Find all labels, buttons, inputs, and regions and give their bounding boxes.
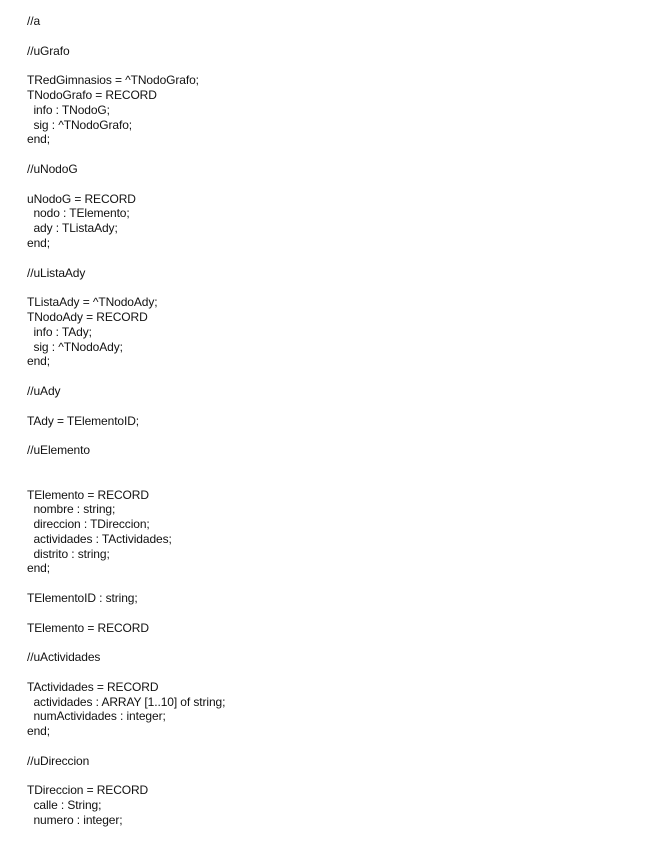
code-line: TDireccion = RECORD <box>27 783 149 798</box>
code-block <box>27 414 627 429</box>
code-line: direccion : TDireccion; <box>27 517 150 532</box>
code-line: TNodoGrafo = RECORD <box>27 87 157 102</box>
block-gap <box>27 147 627 162</box>
code-line: end; <box>27 561 50 576</box>
code-line: //a <box>27 14 41 28</box>
block-gap <box>27 458 627 473</box>
code-block <box>27 162 627 177</box>
document-page <box>27 14 627 828</box>
code-line: numActividades : integer; <box>27 709 166 724</box>
code-line: end; <box>27 724 50 739</box>
code-line: TElementoID : string; <box>27 591 138 606</box>
code-line: //uNodoG <box>27 161 78 176</box>
block-gap <box>27 251 627 266</box>
code-line: end; <box>27 235 50 250</box>
block-gap <box>27 177 627 192</box>
code-line: sig : ^TNodoGrafo; <box>27 117 133 132</box>
code-line: TListaAdy = ^TNodoAdy; <box>27 295 158 310</box>
code-line: //uListaAdy <box>27 265 86 280</box>
block-gap <box>27 576 627 591</box>
block-gap <box>27 606 627 621</box>
code-line: //uElemento <box>27 443 90 458</box>
code-line: TElemento = RECORD <box>27 487 149 502</box>
block-gap <box>27 428 627 443</box>
code-line: TElemento = RECORD <box>27 620 149 635</box>
code-line: uNodoG = RECORD <box>27 191 136 206</box>
block-gap <box>27 769 627 784</box>
block-gap <box>27 665 627 680</box>
code-line: actividades : TActividades; <box>27 531 172 546</box>
code-block <box>27 44 627 59</box>
code-line: info : TNodoG; <box>27 102 110 117</box>
code-line: end; <box>27 354 50 369</box>
code-block <box>27 621 627 636</box>
code-block <box>27 73 627 147</box>
block-gap <box>27 635 627 650</box>
code-line: end; <box>27 132 50 147</box>
code-line <box>27 473 627 488</box>
block-gap <box>27 369 627 384</box>
code-line: distrito : string; <box>27 546 110 561</box>
code-block <box>27 680 627 739</box>
code-block <box>27 591 627 606</box>
code-line: //uAdy <box>27 383 61 398</box>
code-block <box>27 473 627 577</box>
code-line: numero : integer; <box>27 813 123 828</box>
code-block <box>27 783 627 827</box>
code-block <box>27 650 627 665</box>
code-block <box>27 443 627 458</box>
code-line: //uGrafo <box>27 43 70 58</box>
code-line: TRedGimnasios = ^TNodoGrafo; <box>27 73 199 88</box>
code-line: actividades : ARRAY [1..10] of string; <box>27 694 226 709</box>
code-block <box>27 754 627 769</box>
code-line: sig : ^TNodoAdy; <box>27 339 123 354</box>
code-line: nodo : TElemento; <box>27 206 130 221</box>
code-block <box>27 266 627 281</box>
block-gap <box>27 58 627 73</box>
code-line: //uActividades <box>27 650 101 665</box>
block-gap <box>27 280 627 295</box>
code-line: TAdy = TElementoID; <box>27 413 140 428</box>
code-line: ady : TListaAdy; <box>27 221 118 236</box>
code-block <box>27 192 627 251</box>
block-gap <box>27 29 627 44</box>
code-line: info : TAdy; <box>27 324 92 339</box>
code-line: calle : String; <box>27 798 102 813</box>
code-line: TActividades = RECORD <box>27 679 159 694</box>
code-block <box>27 14 627 29</box>
code-line: TNodoAdy = RECORD <box>27 309 148 324</box>
block-gap <box>27 399 627 414</box>
block-gap <box>27 739 627 754</box>
code-line: nombre : string; <box>27 502 116 517</box>
code-block <box>27 295 627 369</box>
code-line: //uDireccion <box>27 753 90 768</box>
code-block <box>27 384 627 399</box>
